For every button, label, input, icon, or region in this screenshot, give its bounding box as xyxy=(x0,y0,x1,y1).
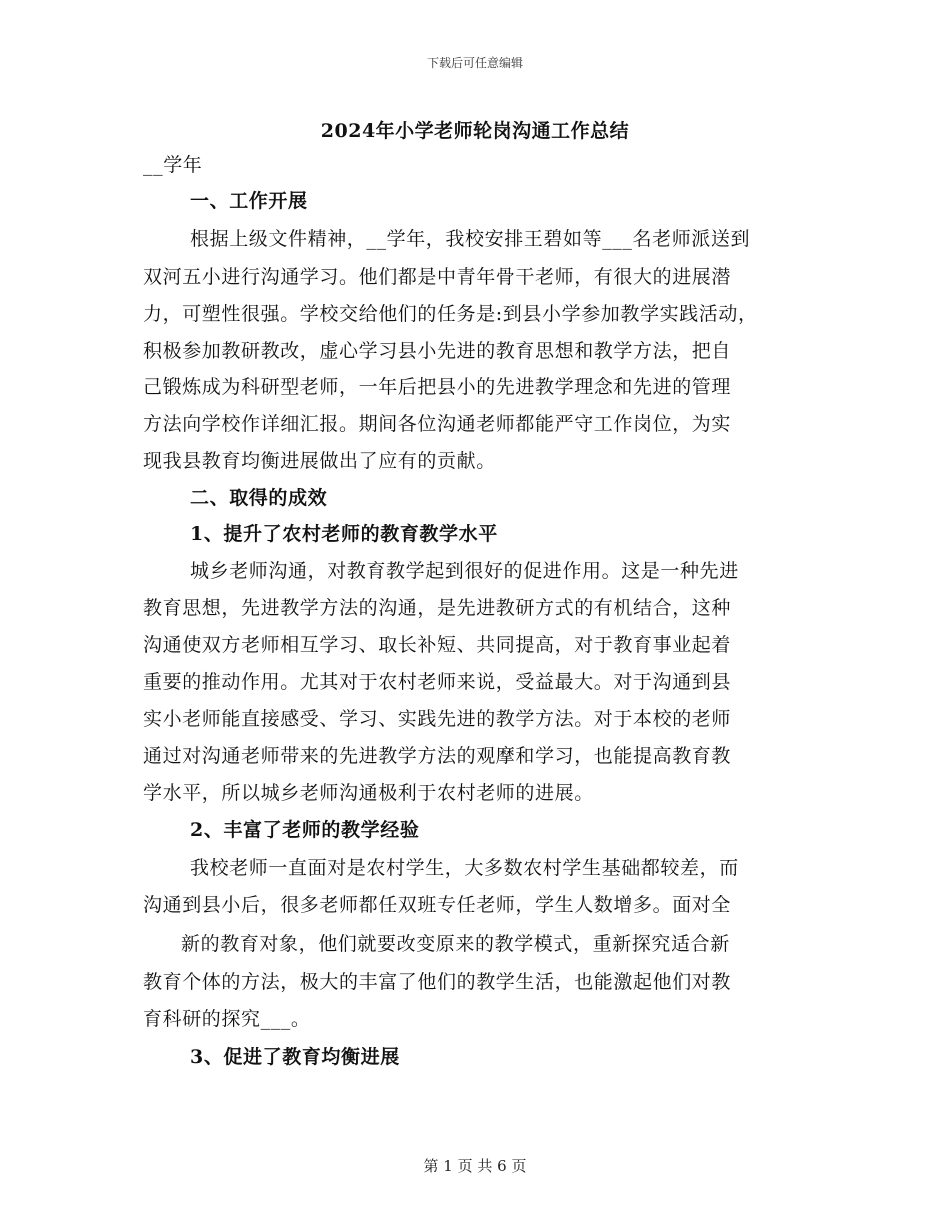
paragraph-line: 教育个体的方法，极大的丰富了他们的教学生活，也能激起他们对教 xyxy=(143,971,732,993)
section2-heading: 二、取得的成效 xyxy=(190,487,328,509)
paragraph-line: 积极参加教研教改，虚心学习县小先进的教育思想和教学方法，把自 xyxy=(143,340,732,362)
paragraph-line: 育科研的探究___。 xyxy=(143,1008,311,1030)
paragraph-line: 城乡老师沟通，对教育教学起到很好的促进作用。这是一种先进 xyxy=(190,560,739,582)
subsection2-heading: 2、丰富了老师的教学经验 xyxy=(190,819,420,841)
paragraph-line: 教育思想，先进教学方法的沟通，是先进教研方式的有机结合，这种 xyxy=(143,597,732,619)
paragraph-line: 现我县教育均衡进展做出了应有的贡献。 xyxy=(143,450,496,472)
paragraph-line: 沟通使双方老师相互学习、取长补短、共同提高，对于教育事业起着 xyxy=(143,634,732,656)
paragraph-line: 重要的推动作用。尤其对于农村老师来说，受益最大。对于沟通到县 xyxy=(143,671,732,693)
paragraph-line: 通过对沟通老师带来的先进教学方法的观摩和学习，也能提高教育教 xyxy=(143,745,732,767)
paragraph-line: 新的教育对象，他们就要改变原来的教学模式，重新探究适合新 xyxy=(181,933,730,955)
paragraph-line: 根据上级文件精神，__学年，我校安排王碧如等___名老师派送到 xyxy=(190,228,751,250)
header-note: 下载后可任意编辑 xyxy=(426,56,523,70)
document-title: 2024年小学老师轮岗沟通工作总结 xyxy=(320,120,630,142)
paragraph-line: 我校老师一直面对是农村学生，大多数农村学生基础都较差，而 xyxy=(190,857,739,879)
subsection1-heading: 1、提升了农村老师的教育教学水平 xyxy=(190,523,498,545)
subsection3-heading: 3、促进了教育均衡进展 xyxy=(190,1046,400,1068)
page-footer: 第 1 页 共 6 页 xyxy=(423,1157,527,1175)
paragraph-line: 方法向学校作详细汇报。期间各位沟通老师都能严守工作岗位，为实 xyxy=(143,413,732,435)
paragraph-line: 力，可塑性很强。学校交给他们的任务是:到县小学参加教学实践活动， xyxy=(143,303,758,325)
paragraph-line: 学水平，所以城乡老师沟通极利于农村老师的进展。 xyxy=(143,782,594,804)
paragraph-line: 实小老师能直接感受、学习、实践先进的教学方法。对于本校的老师 xyxy=(143,708,732,730)
paragraph-line: 双河五小进行沟通学习。他们都是中青年骨干老师，有很大的进展潜 xyxy=(143,266,732,288)
school-year-line: __学年 xyxy=(143,154,203,176)
paragraph-line: 沟通到县小后，很多老师都任双班专任老师，学生人数增多。面对全 xyxy=(143,894,732,916)
section1-heading: 一、工作开展 xyxy=(190,190,308,212)
paragraph-line: 己锻炼成为科研型老师，一年后把县小的先进教学理念和先进的管理 xyxy=(143,376,732,398)
